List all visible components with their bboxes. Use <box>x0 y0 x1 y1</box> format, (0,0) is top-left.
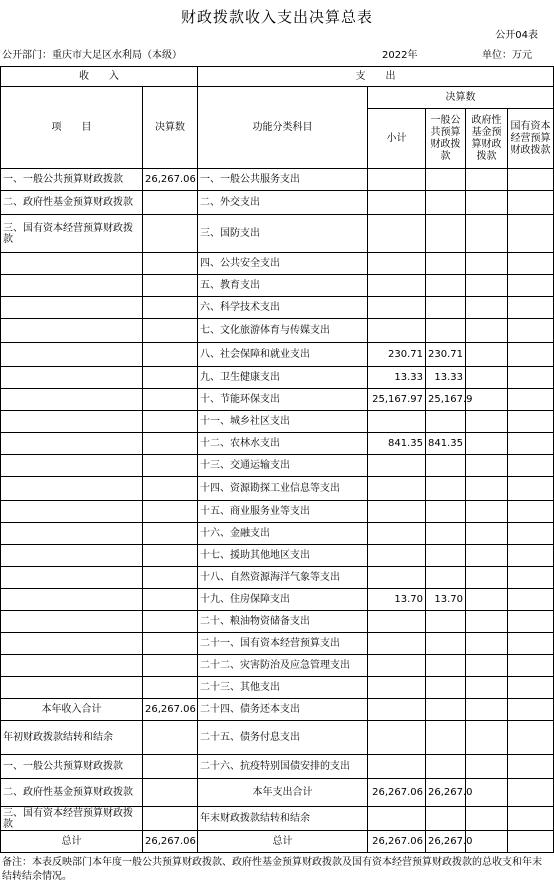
gov-fund-cell <box>466 807 508 831</box>
general-budget-cell: 26,267.0 <box>426 831 466 853</box>
general-budget-cell <box>426 721 466 755</box>
table-row <box>1 433 554 455</box>
subtotal-cell <box>368 655 426 677</box>
table-row <box>1 523 554 545</box>
state-capital-cell <box>508 367 554 389</box>
state-capital-cell <box>508 411 554 433</box>
income-amount-cell <box>143 275 198 297</box>
income-amount-cell <box>143 545 198 567</box>
income-header: 收 入 <box>1 67 198 87</box>
income-amount-cell <box>143 523 198 545</box>
income-amount-header: 决算数 <box>143 87 198 169</box>
general-budget-cell <box>426 523 466 545</box>
state-capital-cell <box>508 589 554 611</box>
general-budget-cell <box>426 699 466 721</box>
table-row <box>1 699 554 721</box>
general-budget-cell <box>426 169 466 191</box>
state-capital-cell <box>508 343 554 367</box>
state-capital-cell <box>508 455 554 477</box>
state-capital-cell <box>508 611 554 633</box>
gov-fund-header: 政府性基金预算财政拨款 <box>466 109 508 169</box>
gov-fund-cell <box>466 275 508 297</box>
gov-fund-cell <box>466 721 508 755</box>
income-amount-cell <box>143 367 198 389</box>
general-budget-cell <box>426 411 466 433</box>
gov-fund-cell <box>466 523 508 545</box>
income-amount-cell <box>143 677 198 699</box>
department-label: 公开部门：重庆市大足区水利局（本级） <box>2 50 182 61</box>
state-capital-cell <box>508 633 554 655</box>
state-capital-cell <box>508 779 554 807</box>
state-capital-cell <box>508 275 554 297</box>
expense-item-cell: 二十四、债务还本支出 <box>198 699 368 721</box>
expense-item-cell: 十五、商业服务业等支出 <box>198 501 368 523</box>
income-amount-cell <box>143 389 198 411</box>
subtotal-cell <box>368 297 426 319</box>
income-item-cell: 年初财政拨款结转和结余 <box>1 721 143 755</box>
gov-fund-cell <box>466 297 508 319</box>
income-item-cell <box>1 567 143 589</box>
gov-fund-cell <box>466 253 508 275</box>
income-amount-cell <box>143 477 198 501</box>
income-item-cell: 三、国有资本经营预算财政拨款 <box>1 215 143 253</box>
expense-item-cell: 十六、金融支出 <box>198 523 368 545</box>
expense-item-cell: 年末财政拨款结转和结余 <box>198 807 368 831</box>
income-item-cell <box>1 677 143 699</box>
income-amount-cell <box>143 721 198 755</box>
subtotal-cell <box>368 611 426 633</box>
income-amount-cell: 26,267.06 <box>143 699 198 721</box>
table-row <box>1 677 554 699</box>
state-capital-cell <box>508 477 554 501</box>
general-budget-cell: 26,267.0 <box>426 779 466 807</box>
income-amount-cell <box>143 501 198 523</box>
subtotal-cell <box>368 501 426 523</box>
subtotal-cell <box>368 411 426 433</box>
table-row <box>1 343 554 367</box>
subtotal-cell <box>368 169 426 191</box>
gov-fund-cell <box>466 589 508 611</box>
income-amount-cell <box>143 297 198 319</box>
income-amount-cell <box>143 655 198 677</box>
income-item-cell <box>1 297 143 319</box>
subtotal-cell <box>368 755 426 779</box>
income-amount-cell <box>143 433 198 455</box>
subtotal-cell <box>368 677 426 699</box>
subtotal-cell <box>368 545 426 567</box>
income-item-cell <box>1 455 143 477</box>
gov-fund-cell <box>466 633 508 655</box>
item-header: 项 目 <box>1 87 143 169</box>
subtotal-cell: 13.70 <box>368 589 426 611</box>
subtotal-cell <box>368 215 426 253</box>
table-row <box>1 389 554 411</box>
income-item-cell: 本年收入合计 <box>1 699 143 721</box>
expense-item-cell: 十八、自然资源海洋气象等支出 <box>198 567 368 589</box>
table-row <box>1 169 554 191</box>
subtotal-cell: 230.71 <box>368 343 426 367</box>
state-capital-cell <box>508 297 554 319</box>
gov-fund-cell <box>466 319 508 343</box>
gov-fund-cell <box>466 367 508 389</box>
table-row <box>1 501 554 523</box>
expense-item-cell: 五、教育支出 <box>198 275 368 297</box>
state-capital-cell <box>508 545 554 567</box>
general-budget-cell <box>426 191 466 215</box>
table-row <box>1 477 554 501</box>
table-row <box>1 191 554 215</box>
subtotal-cell <box>368 721 426 755</box>
table-row <box>1 275 554 297</box>
table-row <box>1 589 554 611</box>
income-amount-cell <box>143 779 198 807</box>
gov-fund-cell <box>466 411 508 433</box>
expense-item-cell: 九、卫生健康支出 <box>198 367 368 389</box>
general-budget-cell <box>426 477 466 501</box>
income-amount-cell <box>143 567 198 589</box>
state-capital-cell <box>508 567 554 589</box>
state-capital-header: 国有资本经营预算财政拨款 <box>508 109 554 169</box>
income-item-cell <box>1 523 143 545</box>
report-title: 财政拨款收入支出决算总表 <box>180 8 373 26</box>
final-amount-group-header: 决算数 <box>368 87 554 109</box>
income-amount-cell <box>143 633 198 655</box>
subtotal-cell: 841.35 <box>368 433 426 455</box>
income-item-cell: 二、政府性基金预算财政拨款 <box>1 191 143 215</box>
income-item-cell: 一、一般公共预算财政拨款 <box>1 755 143 779</box>
expense-item-cell: 十七、援助其他地区支出 <box>198 545 368 567</box>
income-item-cell <box>1 545 143 567</box>
state-capital-cell <box>508 655 554 677</box>
expense-item-cell: 三、国防支出 <box>198 215 368 253</box>
income-amount-cell <box>143 191 198 215</box>
general-budget-cell <box>426 655 466 677</box>
gov-fund-cell <box>466 433 508 455</box>
subtotal-cell: 13.33 <box>368 367 426 389</box>
state-capital-cell <box>508 389 554 411</box>
state-capital-cell <box>508 755 554 779</box>
income-item-cell <box>1 501 143 523</box>
subtotal-cell <box>368 275 426 297</box>
table-row <box>1 779 554 807</box>
table-row <box>1 655 554 677</box>
expense-item-cell: 二十一、国有资本经营预算支出 <box>198 633 368 655</box>
expense-item-cell: 十三、交通运输支出 <box>198 455 368 477</box>
subtotal-cell <box>368 253 426 275</box>
state-capital-cell <box>508 191 554 215</box>
expense-item-cell: 六、科学技术支出 <box>198 297 368 319</box>
state-capital-cell <box>508 677 554 699</box>
gov-fund-cell <box>466 755 508 779</box>
subtotal-cell <box>368 699 426 721</box>
state-capital-cell <box>508 721 554 755</box>
budget-summary-table <box>0 66 554 853</box>
state-capital-cell <box>508 253 554 275</box>
func-category-header: 功能分类科目 <box>198 87 368 169</box>
income-amount-cell <box>143 411 198 433</box>
income-amount-cell <box>143 215 198 253</box>
subtotal-cell <box>368 455 426 477</box>
state-capital-cell <box>508 807 554 831</box>
table-row <box>1 567 554 589</box>
year-label: 2022年 <box>382 50 418 61</box>
table-row <box>1 755 554 779</box>
table-row <box>1 297 554 319</box>
subtotal-cell <box>368 807 426 831</box>
table-row <box>1 319 554 343</box>
state-capital-cell <box>508 169 554 191</box>
general-budget-cell: 230.71 <box>426 343 466 367</box>
expense-item-cell: 七、文化旅游体育与传媒支出 <box>198 319 368 343</box>
income-item-cell <box>1 589 143 611</box>
expense-item-cell: 二十六、抗疫特别国债安排的支出 <box>198 755 368 779</box>
subtotal-cell: 26,267.06 <box>368 831 426 853</box>
general-budget-cell <box>426 319 466 343</box>
general-budget-cell: 841.35 <box>426 433 466 455</box>
subtotal-cell <box>368 523 426 545</box>
income-item-cell <box>1 611 143 633</box>
expense-item-cell: 二十二、灾害防治及应急管理支出 <box>198 655 368 677</box>
income-item-cell <box>1 433 143 455</box>
general-budget-cell: 25,167.9 <box>426 389 466 411</box>
expense-item-cell: 二十、粮油物资储备支出 <box>198 611 368 633</box>
general-budget-cell <box>426 567 466 589</box>
gov-fund-cell <box>466 677 508 699</box>
expense-item-cell: 四、公共安全支出 <box>198 253 368 275</box>
expense-item-cell: 十九、住房保障支出 <box>198 589 368 611</box>
subtotal-header: 小计 <box>368 109 426 169</box>
table-row <box>1 611 554 633</box>
table-row <box>1 831 554 853</box>
expense-item-cell: 十四、资源勘探工业信息等支出 <box>198 477 368 501</box>
general-budget-cell <box>426 253 466 275</box>
income-amount-cell <box>143 807 198 831</box>
expense-item-cell: 一、一般公共服务支出 <box>198 169 368 191</box>
table-row <box>1 455 554 477</box>
income-item-cell <box>1 655 143 677</box>
income-amount-cell <box>143 455 198 477</box>
income-amount-cell <box>143 343 198 367</box>
subtotal-cell: 25,167.97 <box>368 389 426 411</box>
income-item-cell: 总计 <box>1 831 143 853</box>
gov-fund-cell <box>466 215 508 253</box>
gov-fund-cell <box>466 611 508 633</box>
subtotal-cell <box>368 567 426 589</box>
income-amount-cell <box>143 755 198 779</box>
general-budget-cell <box>426 633 466 655</box>
gov-fund-cell <box>466 699 508 721</box>
income-item-cell: 一、一般公共预算财政拨款 <box>1 169 143 191</box>
general-budget-cell <box>426 677 466 699</box>
gov-fund-cell <box>466 501 508 523</box>
income-item-cell <box>1 319 143 343</box>
income-item-cell <box>1 275 143 297</box>
income-item-cell <box>1 477 143 501</box>
state-capital-cell <box>508 433 554 455</box>
form-number: 公开04表 <box>495 30 538 41</box>
expense-item-cell: 二十五、债务付息支出 <box>198 721 368 755</box>
gov-fund-cell <box>466 477 508 501</box>
income-item-cell <box>1 633 143 655</box>
income-item-cell: 三、国有资本经营预算财政拨款 <box>1 807 143 831</box>
subtotal-cell <box>368 191 426 215</box>
general-budget-header: 一般公共预算财政拨款 <box>426 109 466 169</box>
subtotal-cell: 26,267.06 <box>368 779 426 807</box>
table-row <box>1 367 554 389</box>
state-capital-cell <box>508 501 554 523</box>
gov-fund-cell <box>466 455 508 477</box>
general-budget-cell <box>426 215 466 253</box>
state-capital-cell <box>508 215 554 253</box>
income-item-cell <box>1 411 143 433</box>
gov-fund-cell <box>466 169 508 191</box>
income-amount-cell <box>143 253 198 275</box>
general-budget-cell <box>426 297 466 319</box>
table-row <box>1 253 554 275</box>
table-row <box>1 411 554 433</box>
income-item-cell <box>1 389 143 411</box>
general-budget-cell <box>426 755 466 779</box>
subtotal-cell <box>368 319 426 343</box>
expense-item-cell: 十、节能环保支出 <box>198 389 368 411</box>
state-capital-cell <box>508 523 554 545</box>
table-row <box>1 215 554 253</box>
gov-fund-cell <box>466 191 508 215</box>
income-item-cell <box>1 253 143 275</box>
gov-fund-cell <box>466 545 508 567</box>
state-capital-cell <box>508 319 554 343</box>
expense-item-cell: 本年支出合计 <box>198 779 368 807</box>
income-item-cell: 二、政府性基金预算财政拨款 <box>1 779 143 807</box>
gov-fund-cell <box>466 655 508 677</box>
income-amount-cell <box>143 319 198 343</box>
income-amount-cell <box>143 589 198 611</box>
general-budget-cell <box>426 501 466 523</box>
expense-item-cell: 十一、城乡社区支出 <box>198 411 368 433</box>
income-amount-cell <box>143 611 198 633</box>
expense-item-cell: 十二、农林水支出 <box>198 433 368 455</box>
subtotal-cell <box>368 633 426 655</box>
expense-item-cell: 八、社会保障和就业支出 <box>198 343 368 367</box>
table-row <box>1 807 554 831</box>
footnote: 备注：本表反映部门本年度一般公共预算财政拨款、政府性基金预算财政拨款及国有资本经营预算财政拨款的总收支和年末结转结余情况。 <box>2 857 542 882</box>
general-budget-cell <box>426 807 466 831</box>
income-amount-cell: 26,267.06 <box>143 831 198 853</box>
table-row <box>1 545 554 567</box>
income-amount-cell: 26,267.06 <box>143 169 198 191</box>
unit-label: 单位：万元 <box>482 50 532 61</box>
table-row <box>1 721 554 755</box>
general-budget-cell <box>426 611 466 633</box>
general-budget-cell <box>426 455 466 477</box>
expense-item-cell: 二、外交支出 <box>198 191 368 215</box>
report-meta <box>2 46 550 60</box>
general-budget-cell <box>426 545 466 567</box>
gov-fund-cell <box>466 343 508 367</box>
state-capital-cell <box>508 831 554 853</box>
expense-item-cell: 二十三、其他支出 <box>198 677 368 699</box>
income-item-cell <box>1 343 143 367</box>
gov-fund-cell <box>466 567 508 589</box>
income-item-cell <box>1 367 143 389</box>
general-budget-cell: 13.70 <box>426 589 466 611</box>
state-capital-cell <box>508 699 554 721</box>
expense-header: 支 出 <box>198 67 554 87</box>
general-budget-cell: 13.33 <box>426 367 466 389</box>
general-budget-cell <box>426 275 466 297</box>
expense-item-cell: 总计 <box>198 831 368 853</box>
table-row <box>1 633 554 655</box>
subtotal-cell <box>368 477 426 501</box>
